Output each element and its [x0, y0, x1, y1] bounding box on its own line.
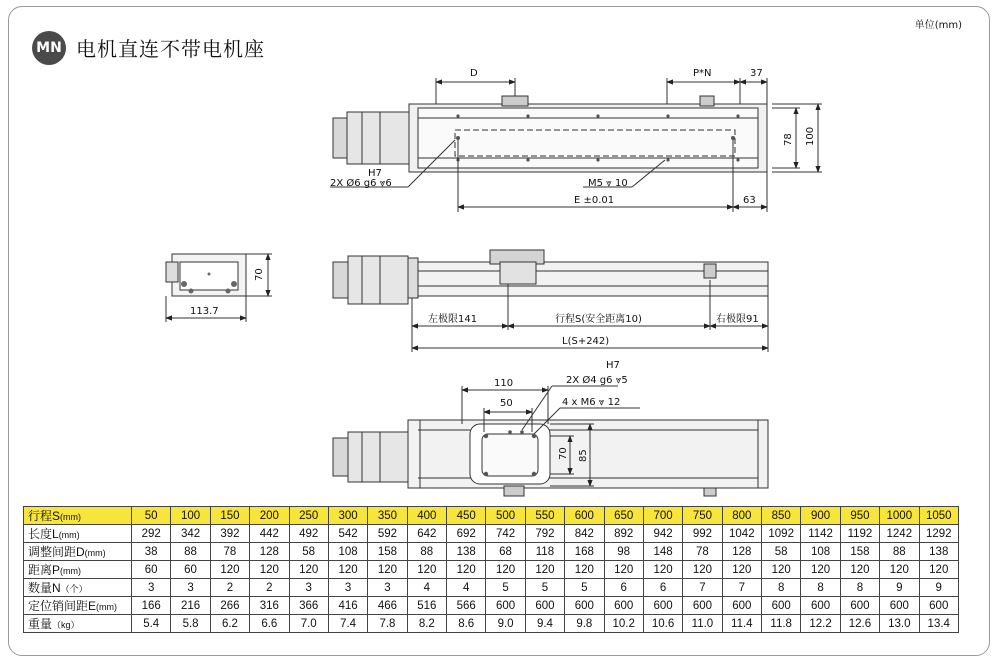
stroke-cell: 850	[762, 507, 801, 525]
table-cell: 13.4	[919, 615, 959, 633]
table-cell: 1242	[880, 525, 919, 543]
table-cell: 120	[762, 561, 801, 579]
table-cell: 1042	[722, 525, 761, 543]
table-cell: 13.0	[880, 615, 919, 633]
stroke-cell: 750	[683, 507, 722, 525]
stroke-cell: 350	[368, 507, 407, 525]
table-cell: 592	[368, 525, 407, 543]
stroke-cell: 50	[132, 507, 171, 525]
table-cell: 88	[880, 543, 919, 561]
table-cell: 3	[171, 579, 210, 597]
table-cell: 642	[407, 525, 446, 543]
table-cell: 692	[447, 525, 486, 543]
table-cell: 120	[604, 561, 643, 579]
motor-flange	[347, 112, 409, 164]
table-cell: 600	[486, 597, 525, 615]
dim-37-label: 37	[750, 68, 763, 79]
table-cell: 60	[132, 561, 171, 579]
table-cell: 316	[250, 597, 289, 615]
table-cell: 10.6	[643, 615, 682, 633]
table-cell: 942	[643, 525, 682, 543]
table-cell: 416	[328, 597, 367, 615]
table-cell: 1142	[801, 525, 840, 543]
m6-label: 4 x M6 ⩔ 12	[562, 397, 621, 408]
dim-110-label: 110	[494, 378, 514, 389]
table-cell: 892	[604, 525, 643, 543]
table-cell: 600	[683, 597, 722, 615]
table-cell: 108	[328, 543, 367, 561]
table-cell: 600	[643, 597, 682, 615]
table-cell: 600	[919, 597, 959, 615]
stroke-cell: 550	[525, 507, 564, 525]
table-header-row	[24, 507, 959, 525]
dim-50-label: 50	[500, 398, 513, 409]
table-cell: 266	[210, 597, 249, 615]
table-cell: 7	[683, 579, 722, 597]
table-cell: 60	[171, 561, 210, 579]
stroke-cell: 450	[447, 507, 486, 525]
table-cell: 466	[368, 597, 407, 615]
unit-label: 单位(mm)	[914, 20, 962, 31]
table-cell: 8.2	[407, 615, 446, 633]
table-cell: 120	[250, 561, 289, 579]
table-cell: 216	[171, 597, 210, 615]
bottom-view	[333, 386, 768, 496]
table-cell: 11.4	[722, 615, 761, 633]
h7-label: H7	[368, 168, 382, 179]
total-length-label: L(S+242)	[562, 336, 610, 347]
dim-85-label: 85	[578, 449, 589, 462]
stroke-cell: 100	[171, 507, 210, 525]
stroke-cell: 600	[565, 507, 604, 525]
table-cell: 792	[525, 525, 564, 543]
m5-label: M5 ⩔ 10	[588, 178, 628, 189]
table-cell: 120	[210, 561, 249, 579]
end-dim-113-label: 113.7	[190, 306, 219, 317]
table-cell: 8	[801, 579, 840, 597]
left-limit-label: 左极限141	[428, 314, 478, 325]
row-label: 重量（kg）	[24, 615, 132, 633]
row-label: 调整间距D(mm)	[24, 543, 132, 561]
table-cell: 600	[722, 597, 761, 615]
page-title: 电机直连不带电机座	[76, 37, 265, 61]
table-cell: 38	[132, 543, 171, 561]
table-cell: 3	[328, 579, 367, 597]
table-cell: 120	[801, 561, 840, 579]
row-label: 数量N（个）	[24, 579, 132, 597]
side-view	[333, 250, 768, 352]
table-cell: 12.2	[801, 615, 840, 633]
table-cell: 128	[250, 543, 289, 561]
table-cell: 11.8	[762, 615, 801, 633]
table-cell: 4	[407, 579, 446, 597]
stroke-cell: 1000	[880, 507, 919, 525]
table-cell: 5	[486, 579, 525, 597]
table-cell: 292	[132, 525, 171, 543]
stroke-cell: 650	[604, 507, 643, 525]
stroke-cell: 700	[643, 507, 682, 525]
table-cell: 9.4	[525, 615, 564, 633]
table-cell: 366	[289, 597, 328, 615]
table-cell: 8	[762, 579, 801, 597]
table-row	[24, 543, 959, 561]
table-cell: 842	[565, 525, 604, 543]
table-cell: 120	[565, 561, 604, 579]
table-cell: 9.0	[486, 615, 525, 633]
table-cell: 118	[525, 543, 564, 561]
row-label: 定位销间距E(mm)	[24, 597, 132, 615]
pin-hole-top-label: 2X Ø6 g6 ⩔6	[330, 178, 392, 189]
stroke-label: 行程S(安全距离10)	[555, 314, 642, 325]
table-cell: 600	[525, 597, 564, 615]
table-cell: 128	[722, 543, 761, 561]
table-cell: 600	[604, 597, 643, 615]
table-cell: 442	[250, 525, 289, 543]
table-cell: 120	[407, 561, 446, 579]
h7-bottom-label: H7	[606, 360, 620, 371]
table-cell: 5	[525, 579, 564, 597]
e-dim-label: E ±0.01	[574, 195, 615, 206]
table-cell: 600	[565, 597, 604, 615]
table-cell: 5.8	[171, 615, 210, 633]
table-cell: 78	[210, 543, 249, 561]
table-cell: 5.4	[132, 615, 171, 633]
dim-d-label: D	[470, 68, 478, 79]
table-cell: 120	[683, 561, 722, 579]
table-row	[24, 525, 959, 543]
table-cell: 2	[250, 579, 289, 597]
table-cell: 392	[210, 525, 249, 543]
row-label-stroke: 行程S(mm)	[24, 507, 132, 525]
table-cell: 138	[919, 543, 959, 561]
table-cell: 11.0	[683, 615, 722, 633]
table-cell: 6.2	[210, 615, 249, 633]
table-cell: 120	[919, 561, 959, 579]
stroke-cell: 1050	[919, 507, 959, 525]
table-cell: 9	[919, 579, 959, 597]
dim-pn-label: P*N	[693, 68, 712, 79]
table-cell: 58	[289, 543, 328, 561]
table-cell: 6	[604, 579, 643, 597]
stroke-cell: 400	[407, 507, 446, 525]
table-cell: 600	[840, 597, 879, 615]
table-cell: 742	[486, 525, 525, 543]
table-row	[24, 579, 959, 597]
table-cell: 88	[171, 543, 210, 561]
stroke-cell: 250	[289, 507, 328, 525]
table-cell: 68	[486, 543, 525, 561]
table-cell: 120	[486, 561, 525, 579]
table-cell: 3	[289, 579, 328, 597]
table-cell: 120	[722, 561, 761, 579]
table-cell: 3	[132, 579, 171, 597]
table-cell: 492	[289, 525, 328, 543]
table-cell: 2	[210, 579, 249, 597]
table-cell: 120	[525, 561, 564, 579]
table-cell: 5	[565, 579, 604, 597]
table-cell: 992	[683, 525, 722, 543]
table-cell: 158	[368, 543, 407, 561]
dim-78-label: 78	[783, 133, 794, 146]
table-cell: 566	[447, 597, 486, 615]
dim-100-label: 100	[805, 126, 816, 146]
table-cell: 88	[407, 543, 446, 561]
stroke-cell: 500	[486, 507, 525, 525]
table-cell: 7.0	[289, 615, 328, 633]
table-cell: 600	[801, 597, 840, 615]
end-view	[166, 254, 272, 322]
row-label: 距离P(mm)	[24, 561, 132, 579]
table-cell: 120	[643, 561, 682, 579]
pin-hole-bottom-label: 2X Ø4 g6 ⩔5	[566, 375, 628, 386]
table-cell: 6	[643, 579, 682, 597]
dim-63-label: 63	[743, 195, 756, 206]
table-cell: 120	[447, 561, 486, 579]
stroke-cell: 300	[328, 507, 367, 525]
stroke-cell: 150	[210, 507, 249, 525]
table-cell: 1092	[762, 525, 801, 543]
top-view	[330, 78, 822, 212]
stroke-cell: 900	[801, 507, 840, 525]
table-cell: 166	[132, 597, 171, 615]
table-cell: 1192	[840, 525, 879, 543]
dim-70-bottom-label: 70	[558, 447, 569, 460]
table-cell: 8.6	[447, 615, 486, 633]
table-cell: 542	[328, 525, 367, 543]
stroke-cell: 200	[250, 507, 289, 525]
model-badge: MN	[32, 31, 66, 65]
table-cell: 148	[643, 543, 682, 561]
table-cell: 10.2	[604, 615, 643, 633]
row-label: 长度L(mm)	[24, 525, 132, 543]
table-cell: 158	[840, 543, 879, 561]
table-row	[24, 561, 959, 579]
table-cell: 7.8	[368, 615, 407, 633]
table-cell: 58	[762, 543, 801, 561]
table-cell: 600	[880, 597, 919, 615]
spec-table	[23, 506, 959, 633]
table-cell: 600	[762, 597, 801, 615]
table-cell: 3	[368, 579, 407, 597]
table-cell: 6.6	[250, 615, 289, 633]
table-row	[24, 597, 959, 615]
table-cell: 9	[880, 579, 919, 597]
table-cell: 138	[447, 543, 486, 561]
table-cell: 78	[683, 543, 722, 561]
table-cell: 120	[328, 561, 367, 579]
table-cell: 342	[171, 525, 210, 543]
table-cell: 120	[368, 561, 407, 579]
stroke-cell: 950	[840, 507, 879, 525]
table-row	[24, 615, 959, 633]
table-cell: 168	[565, 543, 604, 561]
table-cell: 120	[880, 561, 919, 579]
right-limit-label: 右极限91	[716, 314, 759, 325]
table-cell: 7	[722, 579, 761, 597]
stroke-cell: 800	[722, 507, 761, 525]
table-cell: 516	[407, 597, 446, 615]
end-dim-70-label: 70	[254, 268, 265, 281]
table-cell: 8	[840, 579, 879, 597]
table-cell: 108	[801, 543, 840, 561]
table-cell: 7.4	[328, 615, 367, 633]
table-cell: 120	[289, 561, 328, 579]
table-cell: 1292	[919, 525, 959, 543]
table-cell: 120	[840, 561, 879, 579]
table-cell: 12.6	[840, 615, 879, 633]
table-cell: 9.8	[565, 615, 604, 633]
table-cell: 4	[447, 579, 486, 597]
table-cell: 98	[604, 543, 643, 561]
